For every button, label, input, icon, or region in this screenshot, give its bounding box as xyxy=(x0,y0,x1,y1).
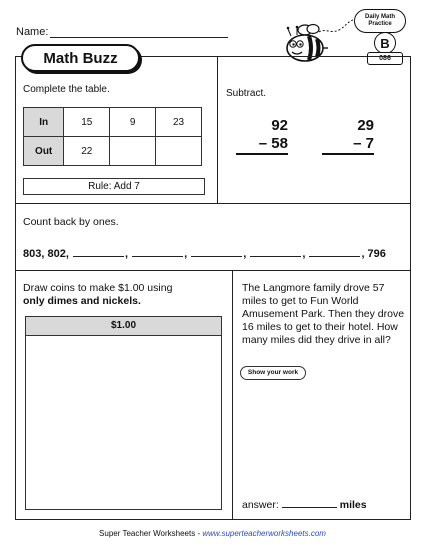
answer-line xyxy=(242,499,367,511)
divider xyxy=(15,270,411,271)
problem-2-top: 29 xyxy=(357,117,374,134)
sheet-number: 086 xyxy=(367,52,403,65)
word-problem-text: The Langmore family drove 57 miles to get to Fun World Amusement Park. Then they drove 16 miles to get to their hotel. How many miles did they drive in all? xyxy=(242,282,405,346)
sequence-start: 803, 802, xyxy=(23,248,69,260)
problem-1-bottom: – 58 xyxy=(236,135,288,155)
count-instruction: Count back by ones. xyxy=(23,216,119,228)
sequence-end: , 796 xyxy=(361,248,386,260)
sequence-separator: , xyxy=(243,248,247,260)
in-cell: 15 xyxy=(64,108,110,137)
show-work-label: Show your work xyxy=(240,366,306,380)
out-answer-cell[interactable] xyxy=(110,137,156,166)
coin-box-header: $1.00 xyxy=(26,317,221,336)
answer-blank[interactable] xyxy=(191,256,242,257)
divider xyxy=(217,56,218,203)
daily-practice-label xyxy=(354,9,406,33)
input-output-table xyxy=(23,107,202,166)
practice-line-1: Daily Math xyxy=(364,14,395,20)
out-answer-cell[interactable] xyxy=(156,137,202,166)
in-cell: 23 xyxy=(156,108,202,137)
answer-blank[interactable] xyxy=(73,256,124,257)
name-label: Name: xyxy=(16,26,49,38)
table-instruction: Complete the table. xyxy=(23,84,110,95)
out-cell: 22 xyxy=(64,137,110,166)
coins-instruction-text: Draw coins to make $1.00 using xyxy=(23,282,173,294)
practice-line-2: Practice xyxy=(368,21,392,27)
name-field[interactable] xyxy=(50,37,228,38)
footer xyxy=(0,529,425,538)
count-sequence xyxy=(23,248,386,260)
table-row xyxy=(24,108,202,137)
sequence-separator: , xyxy=(184,248,188,260)
coins-instruction-bold: only dimes and nickels. xyxy=(23,295,141,307)
level-badge: B xyxy=(374,32,396,54)
divider xyxy=(232,270,233,520)
footer-link[interactable]: www.superteacherworksheets.com xyxy=(202,529,326,538)
coin-drawing-box[interactable] xyxy=(25,316,222,510)
rule-box: Rule: Add 7 xyxy=(23,178,205,195)
answer-blank[interactable] xyxy=(309,256,360,257)
coins-instruction xyxy=(23,282,223,308)
answer-blank[interactable] xyxy=(282,507,337,508)
problem-2-bottom: – 7 xyxy=(322,135,374,155)
out-header: Out xyxy=(24,137,64,166)
problem-1-top: 92 xyxy=(271,117,288,134)
sequence-separator: , xyxy=(124,248,128,260)
answer-unit: miles xyxy=(339,499,367,511)
sequence-separator: , xyxy=(302,248,306,260)
footer-text: Super Teacher Worksheets - xyxy=(99,529,203,538)
in-cell: 9 xyxy=(110,108,156,137)
table-row xyxy=(24,137,202,166)
answer-blank[interactable] xyxy=(250,256,301,257)
answer-label: answer: xyxy=(242,499,279,511)
answer-blank[interactable] xyxy=(132,256,183,257)
worksheet-title: Math Buzz xyxy=(21,44,140,72)
divider xyxy=(15,203,411,204)
in-header: In xyxy=(24,108,64,137)
subtract-instruction: Subtract. xyxy=(226,88,267,99)
